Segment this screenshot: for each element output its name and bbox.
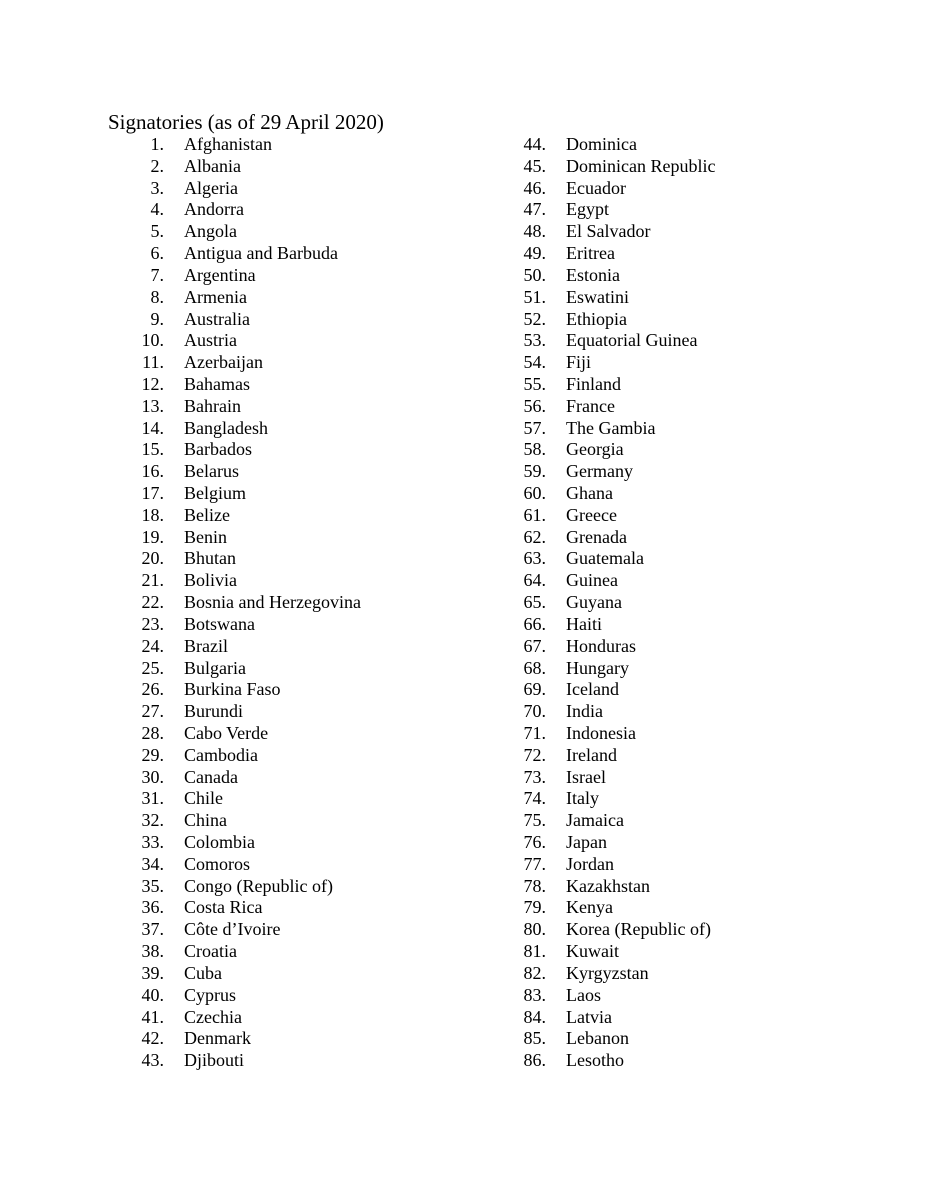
list-item bbox=[108, 461, 361, 483]
country-name: Laos bbox=[566, 984, 601, 1005]
country-name: India bbox=[566, 701, 603, 722]
list-item bbox=[108, 745, 361, 767]
list-item bbox=[108, 265, 361, 287]
item-number: 6. bbox=[150, 243, 164, 264]
item-number: 14. bbox=[141, 417, 164, 438]
item-number: 69. bbox=[523, 679, 546, 700]
country-name: Cambodia bbox=[184, 744, 258, 765]
item-number: 15. bbox=[141, 439, 164, 460]
list-item bbox=[108, 592, 361, 614]
item-number: 7. bbox=[150, 264, 164, 285]
item-number: 27. bbox=[141, 701, 164, 722]
list-item bbox=[108, 418, 361, 440]
list-item bbox=[490, 832, 715, 854]
list-item bbox=[108, 570, 361, 592]
item-number: 32. bbox=[141, 810, 164, 831]
country-name: Angola bbox=[184, 221, 237, 242]
item-number: 79. bbox=[523, 897, 546, 918]
country-name: Cuba bbox=[184, 962, 222, 983]
item-number: 81. bbox=[523, 941, 546, 962]
country-name: Fiji bbox=[566, 352, 592, 373]
list-item bbox=[490, 919, 715, 941]
list-item bbox=[490, 418, 715, 440]
item-number: 43. bbox=[141, 1050, 164, 1071]
item-number: 16. bbox=[141, 461, 164, 482]
item-number: 20. bbox=[141, 548, 164, 569]
country-name: Albania bbox=[184, 155, 241, 176]
list-item bbox=[108, 679, 361, 701]
item-number: 86. bbox=[523, 1050, 546, 1071]
item-number: 25. bbox=[141, 657, 164, 678]
item-number: 47. bbox=[523, 199, 546, 220]
country-name: Ethiopia bbox=[566, 308, 627, 329]
list-item bbox=[490, 134, 715, 156]
country-name: France bbox=[566, 395, 615, 416]
list-item bbox=[108, 396, 361, 418]
item-number: 40. bbox=[141, 984, 164, 1005]
country-name: Afghanistan bbox=[184, 134, 272, 154]
country-name: Canada bbox=[184, 766, 238, 787]
country-name: Georgia bbox=[566, 439, 624, 460]
list-item bbox=[490, 352, 715, 374]
list-item bbox=[490, 483, 715, 505]
list-item bbox=[108, 134, 361, 156]
country-name: Costa Rica bbox=[184, 897, 263, 918]
list-item bbox=[490, 1028, 715, 1050]
item-number: 51. bbox=[523, 286, 546, 307]
item-number: 10. bbox=[141, 330, 164, 351]
list-item bbox=[108, 287, 361, 309]
country-name: Italy bbox=[566, 788, 599, 809]
list-item bbox=[108, 636, 361, 658]
country-name: Bahamas bbox=[184, 373, 250, 394]
country-name: Belarus bbox=[184, 461, 239, 482]
list-item bbox=[490, 614, 715, 636]
item-number: 54. bbox=[523, 352, 546, 373]
country-name: Germany bbox=[566, 461, 633, 482]
item-number: 84. bbox=[523, 1006, 546, 1027]
country-name: Eritrea bbox=[566, 243, 615, 264]
country-name: Kyrgyzstan bbox=[566, 962, 649, 983]
list-item bbox=[490, 788, 715, 810]
country-name: Guyana bbox=[566, 592, 622, 613]
list-item bbox=[490, 767, 715, 789]
list-item bbox=[490, 679, 715, 701]
item-number: 13. bbox=[141, 395, 164, 416]
country-name: The Gambia bbox=[566, 417, 656, 438]
list-item bbox=[490, 178, 715, 200]
item-number: 9. bbox=[150, 308, 164, 329]
list-item bbox=[108, 788, 361, 810]
signatories-list-left bbox=[108, 134, 361, 1072]
item-number: 23. bbox=[141, 613, 164, 634]
item-number: 8. bbox=[150, 286, 164, 307]
country-name: Grenada bbox=[566, 526, 627, 547]
list-item bbox=[490, 658, 715, 680]
item-number: 17. bbox=[141, 483, 164, 503]
list-item bbox=[108, 352, 361, 374]
item-number: 75. bbox=[523, 810, 546, 831]
country-name: Kuwait bbox=[566, 941, 619, 962]
country-name: Dominican Republic bbox=[566, 155, 716, 176]
list-item bbox=[108, 439, 361, 461]
item-number: 29. bbox=[141, 744, 164, 765]
country-name: Colombia bbox=[184, 832, 255, 852]
list-item bbox=[490, 527, 715, 549]
country-name: Japan bbox=[566, 832, 607, 852]
country-name: Lebanon bbox=[566, 1028, 629, 1049]
list-item bbox=[108, 767, 361, 789]
country-name: Bangladesh bbox=[184, 417, 268, 438]
country-name: Antigua and Barbuda bbox=[184, 243, 338, 264]
list-item bbox=[108, 156, 361, 178]
country-name: Greece bbox=[566, 504, 617, 525]
list-item bbox=[108, 243, 361, 265]
list-item bbox=[490, 156, 715, 178]
item-number: 34. bbox=[141, 853, 164, 874]
item-number: 33. bbox=[141, 832, 164, 852]
item-number: 61. bbox=[523, 504, 546, 525]
item-number: 65. bbox=[523, 592, 546, 613]
document-title: Signatories (as of 29 April 2020) bbox=[108, 110, 384, 134]
item-number: 77. bbox=[523, 853, 546, 874]
list-item bbox=[490, 243, 715, 265]
list-item bbox=[490, 897, 715, 919]
item-number: 80. bbox=[523, 919, 546, 940]
list-item bbox=[490, 941, 715, 963]
country-name: Egypt bbox=[566, 199, 609, 220]
list-item bbox=[108, 178, 361, 200]
country-name: Iceland bbox=[566, 679, 619, 700]
country-name: Ireland bbox=[566, 744, 617, 765]
item-number: 19. bbox=[141, 526, 164, 547]
country-name: Jamaica bbox=[566, 810, 624, 831]
country-name: El Salvador bbox=[566, 221, 651, 242]
country-name: Jordan bbox=[566, 853, 614, 874]
country-name: Belgium bbox=[184, 483, 246, 503]
item-number: 72. bbox=[523, 744, 546, 765]
country-name: Burkina Faso bbox=[184, 679, 281, 700]
country-name: Belize bbox=[184, 504, 230, 525]
item-number: 46. bbox=[523, 177, 546, 198]
item-number: 37. bbox=[141, 919, 164, 940]
country-name: Cyprus bbox=[184, 984, 237, 1005]
item-number: 50. bbox=[523, 264, 546, 285]
list-item bbox=[108, 919, 361, 941]
list-item bbox=[108, 527, 361, 549]
country-name: Bhutan bbox=[184, 548, 236, 569]
item-number: 24. bbox=[141, 635, 164, 656]
list-item bbox=[490, 287, 715, 309]
item-number: 1. bbox=[150, 134, 164, 154]
list-item bbox=[108, 963, 361, 985]
item-number: 45. bbox=[523, 155, 546, 176]
list-item bbox=[108, 897, 361, 919]
list-item bbox=[108, 1007, 361, 1029]
item-number: 4. bbox=[150, 199, 164, 220]
item-number: 85. bbox=[523, 1028, 546, 1049]
country-name: Botswana bbox=[184, 613, 255, 634]
list-item bbox=[108, 810, 361, 832]
list-item bbox=[490, 265, 715, 287]
list-item bbox=[490, 963, 715, 985]
list-item bbox=[108, 701, 361, 723]
list-item bbox=[490, 396, 715, 418]
list-item bbox=[490, 745, 715, 767]
country-name: Finland bbox=[566, 373, 622, 394]
country-name: China bbox=[184, 810, 227, 831]
list-item bbox=[108, 658, 361, 680]
list-item bbox=[490, 570, 715, 592]
list-item bbox=[490, 221, 715, 243]
country-name: Lesotho bbox=[566, 1050, 624, 1071]
country-name: Bahrain bbox=[184, 395, 241, 416]
list-item bbox=[490, 876, 715, 898]
item-number: 35. bbox=[141, 875, 164, 896]
country-name: Ecuador bbox=[566, 177, 626, 198]
country-name: Algeria bbox=[184, 177, 238, 198]
item-number: 49. bbox=[523, 243, 546, 264]
list-item bbox=[490, 592, 715, 614]
item-number: 18. bbox=[141, 504, 164, 525]
signatories-list-right bbox=[490, 134, 715, 1072]
country-name: Côte d’Ivoire bbox=[184, 919, 281, 940]
list-item bbox=[490, 309, 715, 331]
list-item bbox=[490, 505, 715, 527]
item-number: 36. bbox=[141, 897, 164, 918]
list-item bbox=[108, 941, 361, 963]
country-name: Equatorial Guinea bbox=[566, 330, 698, 351]
item-number: 39. bbox=[141, 962, 164, 983]
item-number: 22. bbox=[141, 592, 164, 613]
list-item bbox=[108, 832, 361, 854]
item-number: 71. bbox=[523, 722, 546, 743]
country-name: Bosnia and Herzegovina bbox=[184, 592, 361, 613]
list-item bbox=[108, 309, 361, 331]
country-name: Brazil bbox=[184, 635, 228, 656]
item-number: 68. bbox=[523, 657, 546, 678]
country-name: Burundi bbox=[184, 701, 244, 722]
list-item bbox=[108, 854, 361, 876]
country-name: Barbados bbox=[184, 439, 252, 460]
item-number: 28. bbox=[141, 722, 164, 743]
item-number: 52. bbox=[523, 308, 546, 329]
item-number: 21. bbox=[141, 570, 164, 591]
item-number: 70. bbox=[523, 701, 546, 722]
item-number: 66. bbox=[523, 613, 546, 634]
item-number: 58. bbox=[523, 439, 546, 460]
item-number: 83. bbox=[523, 984, 546, 1005]
list-item bbox=[108, 985, 361, 1007]
country-name: Bolivia bbox=[184, 570, 237, 591]
country-name: Chile bbox=[184, 788, 223, 809]
country-name: Korea (Republic of) bbox=[566, 919, 711, 940]
list-item bbox=[490, 439, 715, 461]
list-item bbox=[490, 701, 715, 723]
item-number: 2. bbox=[150, 155, 164, 176]
item-number: 56. bbox=[523, 395, 546, 416]
country-name: Guatemala bbox=[566, 548, 644, 569]
list-item bbox=[490, 330, 715, 352]
item-number: 59. bbox=[523, 461, 546, 482]
list-item bbox=[490, 1007, 715, 1029]
list-item bbox=[490, 461, 715, 483]
country-name: Comoros bbox=[184, 853, 251, 874]
list-item bbox=[108, 374, 361, 396]
list-item bbox=[108, 330, 361, 352]
country-name: Czechia bbox=[184, 1006, 242, 1027]
country-name: Benin bbox=[184, 526, 227, 547]
item-number: 42. bbox=[141, 1028, 164, 1049]
country-name: Dominica bbox=[566, 134, 637, 154]
country-name: Ghana bbox=[566, 483, 613, 503]
list-item bbox=[490, 854, 715, 876]
list-item bbox=[108, 483, 361, 505]
item-number: 41. bbox=[141, 1006, 164, 1027]
list-item bbox=[108, 614, 361, 636]
item-number: 11. bbox=[142, 352, 164, 373]
item-number: 3. bbox=[150, 177, 164, 198]
list-item bbox=[490, 548, 715, 570]
item-number: 5. bbox=[150, 221, 164, 242]
list-item bbox=[490, 723, 715, 745]
list-item bbox=[108, 548, 361, 570]
country-name: Kenya bbox=[566, 897, 613, 918]
list-item bbox=[490, 374, 715, 396]
country-name: Argentina bbox=[184, 264, 256, 285]
country-name: Guinea bbox=[566, 570, 618, 591]
list-item bbox=[108, 505, 361, 527]
item-number: 76. bbox=[523, 832, 546, 852]
country-name: Denmark bbox=[184, 1028, 251, 1049]
country-name: Andorra bbox=[184, 199, 244, 220]
list-item bbox=[108, 199, 361, 221]
item-number: 64. bbox=[523, 570, 546, 591]
list-item bbox=[108, 1050, 361, 1072]
list-item bbox=[108, 1028, 361, 1050]
country-name: Bulgaria bbox=[184, 657, 246, 678]
item-number: 31. bbox=[141, 788, 164, 809]
list-item bbox=[108, 221, 361, 243]
list-item bbox=[490, 810, 715, 832]
item-number: 55. bbox=[523, 373, 546, 394]
country-name: Croatia bbox=[184, 941, 237, 962]
item-number: 48. bbox=[523, 221, 546, 242]
item-number: 53. bbox=[523, 330, 546, 351]
item-number: 74. bbox=[523, 788, 546, 809]
list-item bbox=[108, 876, 361, 898]
item-number: 67. bbox=[523, 635, 546, 656]
item-number: 62. bbox=[523, 526, 546, 547]
item-number: 73. bbox=[523, 766, 546, 787]
item-number: 57. bbox=[523, 417, 546, 438]
item-number: 38. bbox=[141, 941, 164, 962]
country-name: Cabo Verde bbox=[184, 722, 269, 743]
item-number: 12. bbox=[141, 373, 164, 394]
country-name: Armenia bbox=[184, 286, 247, 307]
list-item bbox=[490, 985, 715, 1007]
list-item bbox=[490, 199, 715, 221]
item-number: 26. bbox=[141, 679, 164, 700]
item-number: 44. bbox=[523, 134, 546, 154]
country-name: Australia bbox=[184, 308, 250, 329]
country-name: Austria bbox=[184, 330, 237, 351]
country-name: Hungary bbox=[566, 657, 629, 678]
country-name: Azerbaijan bbox=[184, 352, 263, 373]
country-name: Congo (Republic of) bbox=[184, 875, 333, 896]
country-name: Djibouti bbox=[184, 1050, 245, 1071]
list-item bbox=[108, 723, 361, 745]
country-name: Estonia bbox=[566, 264, 620, 285]
country-name: Eswatini bbox=[566, 286, 629, 307]
list-item bbox=[490, 636, 715, 658]
country-name: Kazakhstan bbox=[566, 875, 650, 896]
country-name: Indonesia bbox=[566, 722, 636, 743]
item-number: 78. bbox=[523, 875, 546, 896]
item-number: 63. bbox=[523, 548, 546, 569]
item-number: 30. bbox=[141, 766, 164, 787]
country-name: Honduras bbox=[566, 635, 636, 656]
item-number: 60. bbox=[523, 483, 546, 503]
country-name: Israel bbox=[566, 766, 606, 787]
country-name: Latvia bbox=[566, 1006, 612, 1027]
list-item bbox=[490, 1050, 715, 1072]
item-number: 82. bbox=[523, 962, 546, 983]
country-name: Haiti bbox=[566, 613, 602, 634]
